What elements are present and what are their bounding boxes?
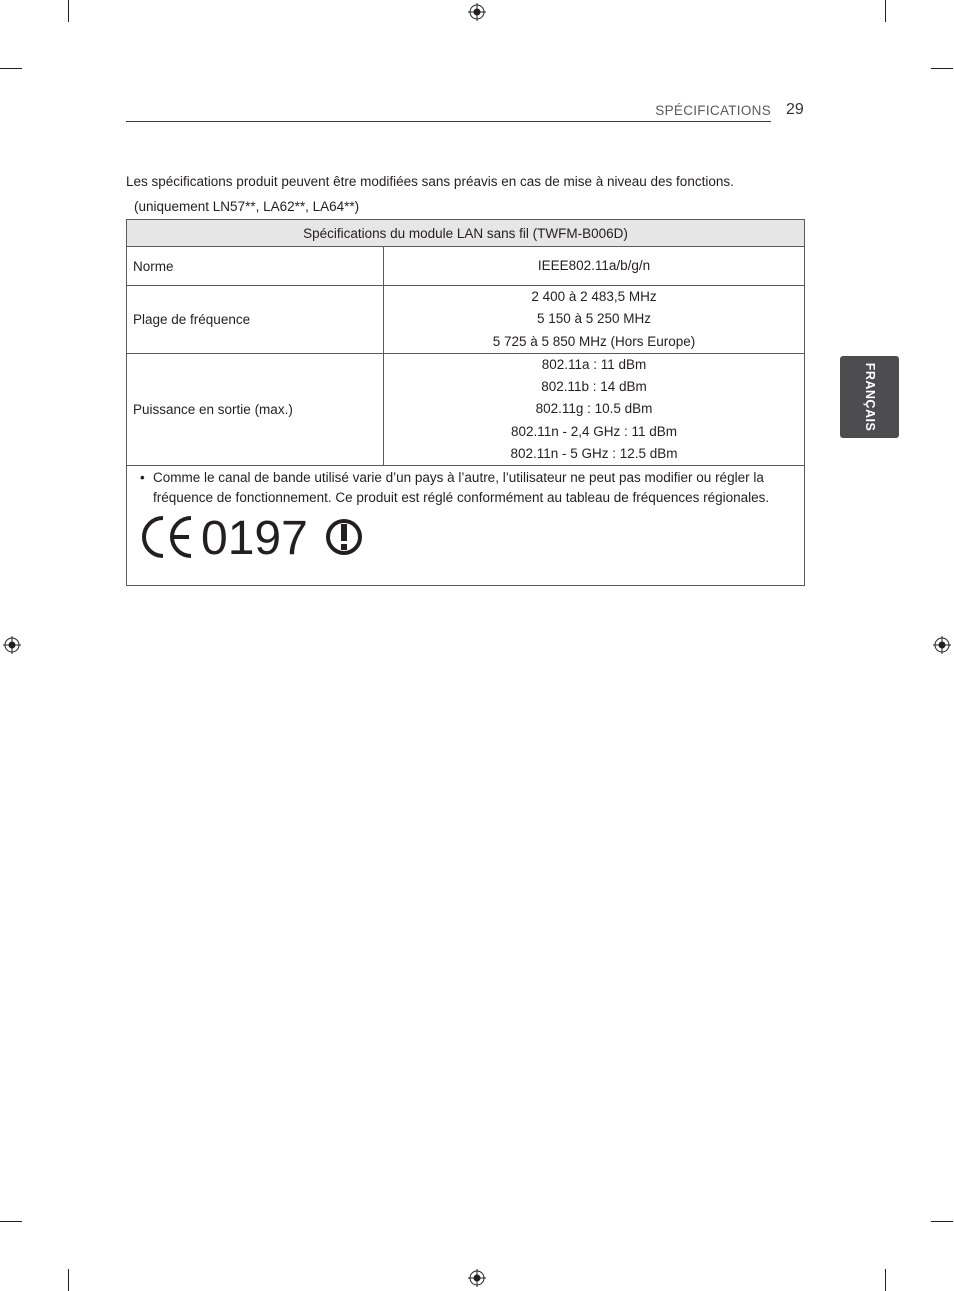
table-row (127, 286, 805, 354)
value-line: 2 400 à 2 483,5 MHz (531, 289, 657, 304)
crop-mark (68, 1269, 69, 1291)
table-row (127, 247, 805, 286)
spec-table (126, 219, 805, 586)
crop-mark (931, 68, 953, 69)
models-note: (uniquement LN57**, LA62**, LA64**) (134, 199, 360, 214)
row-label: Puissance en sortie (max.) (127, 353, 384, 465)
value-line: 5 725 à 5 850 MHz (Hors Europe) (492, 333, 696, 349)
table-row (127, 353, 805, 465)
registration-mark-icon (468, 3, 486, 21)
note-text: Comme le canal de bande utilisé varie d’un pays à l’autre, l’utilisateur ne peut pas modifier ou régler la fréquence de fonctionnement. Ce produit est réglé conformément au tableau de fréquences régionales. (153, 470, 770, 505)
value-line: 802.11g : 10.5 dBm (535, 401, 653, 417)
crop-mark (68, 0, 69, 22)
language-tab-label: FRANÇAIS (862, 362, 877, 432)
registration-mark-icon (933, 636, 951, 654)
value-line: 802.11b : 14 dBm (541, 379, 647, 395)
ce-number: 0197 (201, 513, 308, 562)
row-value (384, 286, 805, 354)
table-title: Spécifications du module LAN sans fil (TWFM-B006D) (127, 220, 805, 247)
language-tab (840, 356, 899, 438)
value-line: 5 150 à 5 250 MHz (536, 311, 652, 327)
intro-text: Les spécifications produit peuvent être modifiées sans préavis en cas de mise à niveau des fonctions. (126, 174, 734, 189)
note-row (127, 466, 805, 586)
registration-mark-icon (468, 1269, 486, 1287)
value-line: IEEE802.11a/b/g/n (537, 257, 651, 273)
row-label: Norme (127, 247, 384, 286)
crop-mark (0, 1221, 22, 1222)
note (133, 466, 798, 507)
value-line: 802.11a : 11 dBm (541, 356, 647, 372)
bullet-icon: • (140, 470, 145, 486)
value-line: 802.11n - 5 GHz : 12.5 dBm (510, 446, 678, 462)
note-cell (127, 466, 805, 586)
row-label: Plage de fréquence (127, 286, 384, 354)
row-value (384, 353, 805, 465)
row-value (384, 247, 805, 286)
crop-mark (885, 1269, 886, 1291)
section-title: SPÉCIFICATIONS (655, 103, 771, 118)
header-divider (126, 121, 771, 122)
crop-mark (885, 0, 886, 22)
alert-icon (328, 521, 360, 553)
crop-mark (931, 1221, 953, 1222)
value-line: 802.11n - 2,4 GHz : 11 dBm (510, 423, 678, 439)
crop-mark (0, 68, 22, 69)
ce-mark-icon (141, 513, 373, 561)
registration-mark-icon (3, 636, 21, 654)
page-number: 29 (786, 101, 804, 118)
